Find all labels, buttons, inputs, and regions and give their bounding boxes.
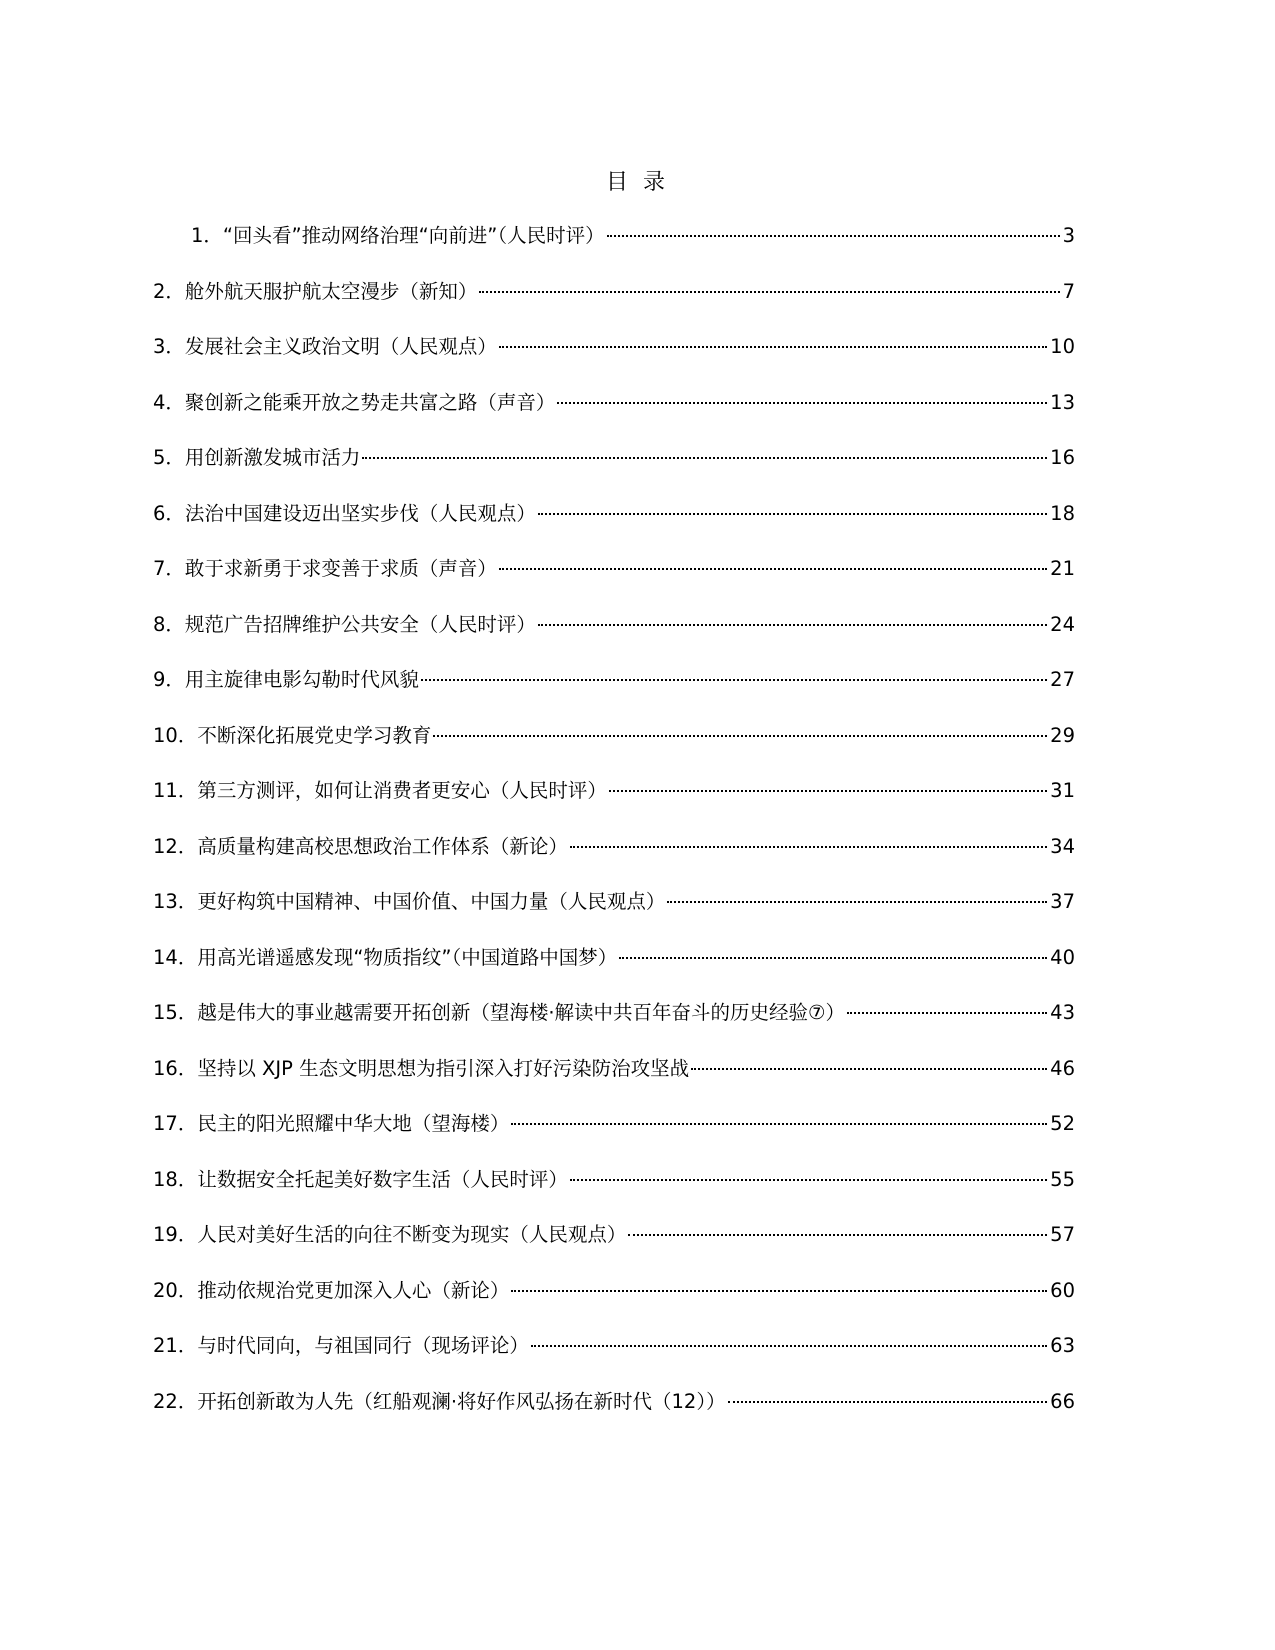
toc-entry-18[interactable] [153,1165,1075,1221]
toc-entry-text: 8．规范广告招牌维护公共安全（人民时评） [153,612,536,636]
toc-entry-5[interactable] [153,443,1075,499]
toc-entry-2[interactable] [153,277,1075,333]
toc-entry-text: 1．“回头看”推动网络治理“向前进”（人民时评） [191,224,605,247]
dot-leader [433,735,1047,737]
toc-list [153,221,1075,1442]
toc-entry-page: 52 [1050,1112,1075,1135]
dot-leader [570,1179,1047,1181]
toc-entry-6[interactable] [153,499,1075,555]
toc-entry-page: 66 [1050,1389,1075,1413]
toc-entry-text: 9．用主旋律电影勾勒时代风貌 [153,668,419,691]
toc-entry-text: 13．更好构筑中国精神、中国价值、中国力量（人民观点） [153,890,666,913]
toc-entry-text: 17．民主的阳光照耀中华大地（望海楼） [153,1112,510,1135]
toc-entry-text: 16．坚持以 XJP 生态文明思想为指引深入打好污染防治攻坚战 [153,1056,690,1080]
toc-entry-text: 21．与时代同向，与祖国同行（现场评论） [153,1334,529,1357]
toc-entry-text: 12．高质量构建高校思想政治工作体系（新论） [153,834,568,858]
toc-entry-page: 46 [1050,1056,1075,1080]
dot-leader [619,957,1047,959]
dot-leader [479,291,1059,293]
dot-leader [628,1234,1047,1236]
toc-entry-page: 13 [1050,390,1075,414]
toc-entry-page: 27 [1050,668,1075,691]
toc-entry-page: 60 [1050,1278,1075,1302]
dot-leader [607,235,1060,237]
toc-entry-22[interactable] [153,1387,1075,1443]
toc-entry-1[interactable] [153,221,1075,277]
toc-entry-page: 63 [1050,1334,1075,1357]
toc-title: 目 录 [606,170,669,195]
toc-entry-page: 43 [1050,1001,1075,1024]
dot-leader [557,402,1047,404]
toc-entry-page: 57 [1050,1223,1075,1246]
toc-entry-17[interactable] [153,1109,1075,1165]
toc-entry-page: 7 [1062,279,1075,303]
dot-leader [499,568,1047,570]
toc-entry-3[interactable] [153,332,1075,388]
toc-entry-12[interactable] [153,832,1075,888]
toc-entry-text: 2．舱外航天服护航太空漫步（新知） [153,279,478,303]
dot-leader [691,1068,1047,1070]
toc-entry-11[interactable] [153,776,1075,832]
dot-leader [511,1290,1047,1292]
toc-entry-text: 4．聚创新之能乘开放之势走共富之路（声音） [153,390,556,414]
toc-entry-page: 24 [1050,612,1075,636]
toc-entry-text: 22．开拓创新敢为人先（红船观澜·将好作风弘扬在新时代（12）） [153,1389,726,1413]
toc-entry-page: 16 [1050,446,1075,469]
toc-entry-text: 7．敢于求新勇于求变善于求质（声音） [153,557,497,580]
toc-entry-page: 18 [1050,501,1075,525]
dot-leader [538,513,1047,515]
toc-entry-4[interactable] [153,388,1075,444]
dot-leader [538,624,1047,626]
dot-leader [667,901,1047,903]
toc-entry-text: 10．不断深化拓展党史学习教育 [153,723,432,747]
toc-entry-page: 40 [1050,945,1075,969]
toc-entry-9[interactable] [153,665,1075,721]
toc-entry-page: 37 [1050,890,1075,913]
dot-leader [499,346,1047,348]
toc-entry-13[interactable] [153,887,1075,943]
toc-entry-14[interactable] [153,943,1075,999]
dot-leader [362,457,1047,459]
toc-entry-page: 34 [1050,834,1075,858]
toc-entry-page: 3 [1062,224,1075,247]
toc-entry-text: 18．让数据安全托起美好数字生活（人民时评） [153,1167,568,1191]
dot-leader [609,790,1047,792]
dot-leader [511,1123,1047,1125]
toc-entry-page: 31 [1050,779,1075,802]
toc-entry-page: 10 [1050,335,1075,358]
toc-entry-20[interactable] [153,1276,1075,1332]
toc-entry-page: 21 [1050,557,1075,580]
toc-entry-text: 6．法治中国建设迈出坚实步伐（人民观点） [153,501,536,525]
toc-entry-text: 3．发展社会主义政治文明（人民观点） [153,335,497,358]
toc-entry-text: 20．推动依规治党更加深入人心（新论） [153,1278,510,1302]
toc-entry-page: 55 [1050,1167,1075,1191]
toc-entry-text: 15．越是伟大的事业越需要开拓创新（望海楼·解读中共百年奋斗的历史经验⑦） [153,1001,845,1024]
toc-entry-text: 11．第三方测评，如何让消费者更安心（人民时评） [153,779,607,802]
toc-entry-15[interactable] [153,998,1075,1054]
toc-entry-8[interactable] [153,610,1075,666]
toc-entry-16[interactable] [153,1054,1075,1110]
toc-entry-text: 5．用创新激发城市活力 [153,446,361,469]
toc-entry-page: 29 [1050,723,1075,747]
dot-leader [847,1012,1047,1014]
dot-leader [570,846,1047,848]
dot-leader [421,679,1047,681]
dot-leader [728,1401,1048,1403]
toc-entry-text: 14．用高光谱遥感发现“物质指纹”（中国道路中国梦） [153,945,618,969]
dot-leader [531,1345,1047,1347]
toc-entry-7[interactable] [153,554,1075,610]
toc-entry-10[interactable] [153,721,1075,777]
toc-entry-text: 19．人民对美好生活的向往不断变为现实（人民观点） [153,1223,627,1246]
toc-entry-21[interactable] [153,1331,1075,1387]
toc-entry-19[interactable] [153,1220,1075,1276]
